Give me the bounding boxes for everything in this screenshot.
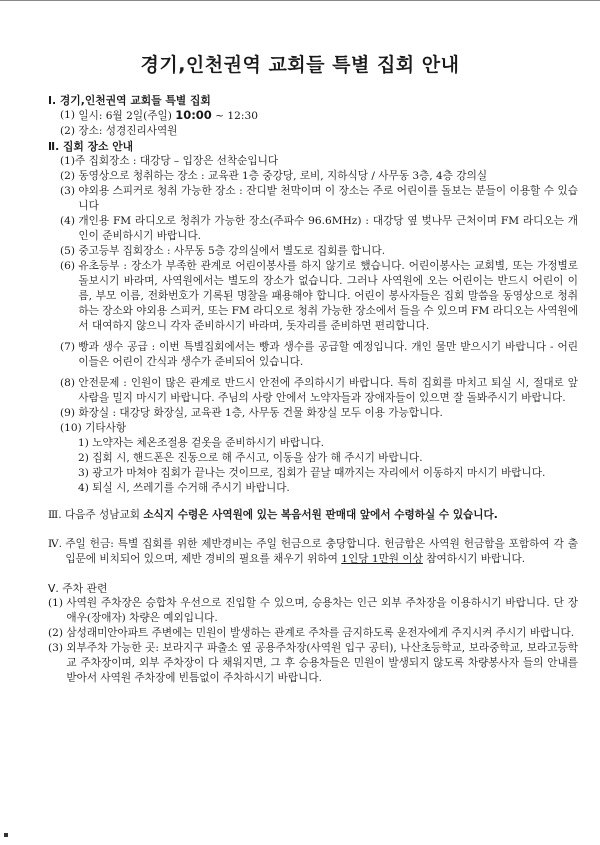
- sub-list-item: [48, 436, 578, 451]
- page-corner-mark: [4, 833, 8, 837]
- item-text: 빵과 생수 공급 : 이번 특별집회에서는 빵과 생수를 공급할 예정입니다. 개인 물만 받으시기 바랍니다 - 어린이들은 어린이 간식과 생수가 준비되어 있습니다.: [78, 341, 578, 368]
- item-number: 4): [78, 482, 93, 494]
- section-2: [48, 139, 578, 496]
- section-3-number: Ⅲ.: [48, 509, 65, 521]
- item-number: (8): [60, 377, 79, 389]
- item-number: (3): [48, 642, 67, 654]
- item-text: 화장실 : 대강당 화장실, 교육관 1층, 사무동 건물 화장실 모두 이용 가능합니다.: [78, 407, 443, 419]
- item-text: 안전문제 : 인원이 많은 관계로 반드시 안전에 주의하시기 바랍니다. 특히 집회를 마치고 퇴실 시, 절대로 앞사람을 밀지 마시기 바랍니다. 주님의 사랑 안에서 노약자들과 장애자들이 있으면 잘 돌봐주시기 바랍니다.: [78, 377, 578, 404]
- item-number: (9): [60, 407, 79, 419]
- item-text: 집회 시, 핸드폰은 진동으로 해 주시고, 이동을 삼가 해 주시기 바랍니다.: [92, 452, 423, 464]
- list-item: [48, 169, 578, 184]
- section-4-number: Ⅳ.: [48, 538, 66, 550]
- item-number: 2): [78, 452, 93, 464]
- section-2-heading: Ⅱ. 집회 장소 안내: [48, 140, 134, 153]
- list-item: [48, 376, 578, 406]
- item-text: 노약자는 체온조절용 겉옷을 준비하시기 바랍니다.: [92, 437, 324, 449]
- item-number: (7): [60, 341, 79, 353]
- section-4: [48, 537, 578, 567]
- section-4-underline: 1인당 1만원 이상: [341, 553, 423, 565]
- item-number: (4): [60, 215, 79, 227]
- section-1-item-place: [48, 124, 578, 139]
- list-item: [48, 214, 578, 244]
- item-text: 야외용 스피커로 청취 가능한 장소 : 잔디밭 천막이며 이 장소는 주로 어린이를 돌보는 분들이 이용할 수 있습니다: [78, 185, 578, 212]
- list-item: [48, 421, 578, 436]
- item-number: 3): [78, 467, 93, 479]
- item-number: (1): [48, 597, 67, 609]
- item-text: 퇴실 시, 쓰레기를 수거해 주시기 바랍니다.: [92, 482, 290, 494]
- item-text: 유초등부 : 장소가 부족한 관계로 어린이봉사를 하지 않기로 했습니다. 어린이봉사는 교회별, 또는 가정별로 돌보시기 바라며, 사역원에서는 별도의 장소가 없습니다. 그러나 사역원에 오는 어린이는 반드시 어린이 이름, 부모 이름, 전화번호가 기록된 명찰을 패용해야 합니다. 어린이 봉사자들은 집회 말씀을 동영상으로 청취하는 장소와 야외용 스피커, 또는 FM 라디오로 청취 가능한 장소에서 들을 수 있으며 FM 라디오는 사역원에서 대여하지 않으니 각자 준비하시기 바라며, 돗자리를 준비하면 편리합니다.: [78, 260, 578, 332]
- list-item: [48, 626, 578, 641]
- document-body: [48, 93, 578, 686]
- document-title: 경기,인천권역 교회들 특별 집회 안내: [140, 54, 460, 76]
- section-1: [48, 93, 578, 139]
- top-border: [0, 0, 600, 1]
- list-item: [48, 154, 578, 169]
- section-3-bold-text: 소식지 수령은 사역원에 있는 복음서원 판매대 앞에서 수령하실 수 있습니다.: [143, 509, 498, 521]
- section-3: [48, 508, 578, 523]
- list-item: [48, 641, 578, 686]
- item-number: 1): [78, 437, 93, 449]
- item-number: (5): [60, 245, 79, 257]
- item-number: (2): [48, 627, 67, 639]
- section-4-post: 참여하시기 바랍니다.: [422, 553, 526, 565]
- section-3-text: 다음주 성남교회: [64, 509, 144, 521]
- section-1-heading: Ⅰ. 경기,인천권역 교회들 특별 집회: [48, 94, 211, 107]
- item-number: (2): [60, 170, 79, 182]
- list-item: [48, 259, 578, 334]
- list-item: [48, 244, 578, 259]
- item-text: 동영상으로 청취하는 장소 : 교육관 1층 중강당, 로비, 지하식당 / 사무동 3층, 4층 강의실: [78, 170, 488, 182]
- end-time: ~ 12:30: [211, 110, 258, 122]
- item-text: 사역원 주차장은 승합차 우선으로 진입할 수 있으며, 승용차는 인근 외부 주차장을 이용하시기 바랍니다. 단 장애우(장애자) 차량은 예외입니다.: [66, 597, 578, 624]
- item-text: 외부주차 가능한 곳: 보라지구 파출소 옆 공용주차장(사역원 입구 공터), 나산초등학교, 보라중학교, 보라고등학교 주차장이며, 외부 주차장이 다 채워지면, 그 후 승용차들은 민원이 발생되지 않도록 차량봉사자 들의 안내를 받아서 사역원 주차장에 빈틈없이 주차하시기 바랍니다.: [66, 642, 578, 684]
- date-text: 일시: 6월 2일(주일): [78, 110, 176, 122]
- list-item: [48, 184, 578, 214]
- item-text: 장소: 성경진리사역원: [78, 125, 178, 137]
- sub-list-item: [48, 481, 578, 496]
- section-4-text: 주일 헌금: 특별 집회를 위한 제반경비는 주일 헌금으로 충당합니다. 헌금함은 사역원 헌금함을 포함하여 각 출입문에 비치되어 있으며, 제반 경비의 필요를 채우기 위하여: [65, 538, 578, 565]
- item-number: (2): [60, 125, 79, 137]
- section-5: [48, 581, 578, 686]
- item-text: 개인용 FM 라디오로 청취가 가능한 장소(주파수 96.6MHz) : 대강당 옆 벚나무 근처이며 FM 라디오는 개인이 준비하시기 바랍니다.: [78, 215, 578, 242]
- sub-list-item: [48, 466, 578, 481]
- item-text: 기타사항: [85, 422, 127, 434]
- item-text: 광고가 마쳐야 집회가 끝나는 것이므로, 집회가 끝날 때까지는 자리에서 이동하지 마시기 바랍니다.: [92, 467, 546, 479]
- section-1-item-date: [48, 108, 578, 124]
- item-number: (10): [60, 422, 86, 434]
- item-number: (6): [60, 260, 79, 272]
- start-time: 10:00: [175, 108, 212, 122]
- list-item: [48, 340, 578, 370]
- sub-list-item: [48, 451, 578, 466]
- list-item: [48, 406, 578, 421]
- item-number: (1): [60, 155, 76, 167]
- item-text: 주 집회장소 : 대강당 – 입장은 선착순입니다: [75, 155, 279, 167]
- item-text: 삼성래미안아파트 주변에는 민원이 발생하는 관계로 주차를 금지하도록 운전자에게 주지시켜 주시기 바랍니다.: [66, 627, 575, 639]
- list-item: [48, 596, 578, 626]
- section-5-heading: Ⅴ. 주차 관련: [48, 582, 108, 595]
- item-number: (3): [60, 185, 79, 197]
- item-number: (1): [60, 109, 79, 121]
- item-text: 중고등부 집회장소 : 사무동 5층 강의실에서 별도로 집회를 합니다.: [78, 245, 386, 257]
